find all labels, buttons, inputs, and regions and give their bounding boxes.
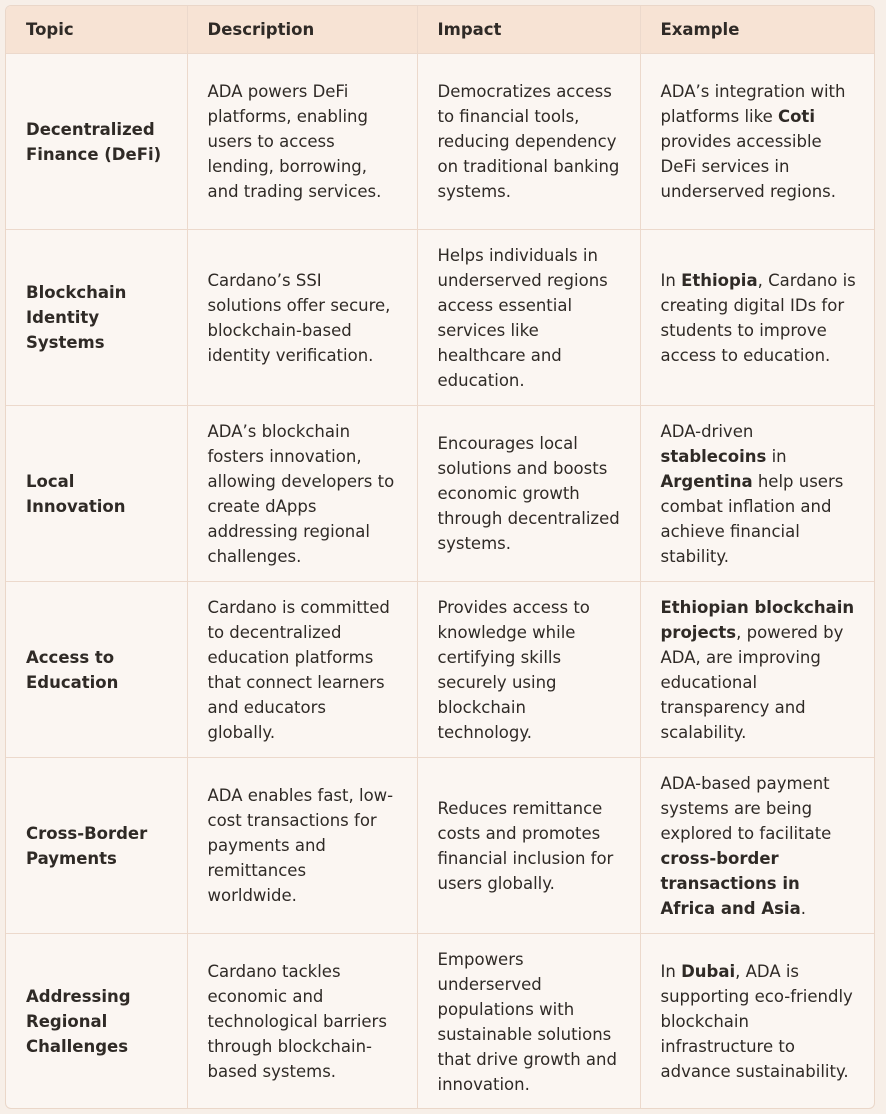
bold-text: Ethiopian blockchain projects	[660, 597, 855, 642]
cell-example	[640, 934, 874, 1110]
cell-topic: Local Innovation	[6, 406, 187, 582]
table-row	[6, 934, 874, 1110]
cell-description: ADA enables fast, low-cost transactions for payments and remittances worldwide.	[187, 758, 417, 934]
cell-impact: Empowers underserved populations with sustainable solutions that drive growth and innovation.	[417, 934, 640, 1110]
cell-description: Cardano’s SSI solutions offer secure, blockchain-based identity verification.	[187, 230, 417, 406]
cell-topic: Cross-Border Payments	[6, 758, 187, 934]
data-table	[6, 6, 874, 1109]
cell-impact: Encourages local solutions and boosts economic growth through decentralized systems.	[417, 406, 640, 582]
text-run: .	[800, 898, 806, 918]
cell-impact: Democratizes access to financial tools, reducing dependency on traditional banking systems.	[417, 54, 640, 230]
header-row	[6, 6, 874, 54]
table-row	[6, 582, 874, 758]
text-run: , ADA is supporting eco-friendly blockchain infrastructure to advance sustainability.	[660, 962, 853, 1082]
text-run: In	[660, 270, 682, 290]
header-impact: Impact	[417, 6, 640, 54]
text-run: provides accessible DeFi services in underserved regions.	[660, 132, 837, 201]
cell-impact: Provides access to knowledge while certifying skills securely using blockchain technology.	[417, 582, 640, 758]
cell-topic: Blockchain Identity Systems	[6, 230, 187, 406]
cell-example	[640, 582, 874, 758]
table-row	[6, 758, 874, 934]
header-topic: Topic	[6, 6, 187, 54]
cell-example	[640, 406, 874, 582]
bold-text: Coti	[777, 107, 815, 126]
header-description: Description	[187, 6, 417, 54]
cell-example	[640, 230, 874, 406]
text-run: ADA-based payment systems are being explored to facilitate	[660, 773, 832, 843]
table-body	[6, 54, 874, 1110]
cell-topic: Decentralized Finance (DeFi)	[6, 54, 187, 230]
cell-impact: Helps individuals in underserved regions access essential services like healthcare and education.	[417, 230, 640, 406]
bold-text: Ethiopia	[681, 270, 758, 290]
text-run: ADA-driven	[660, 421, 754, 441]
text-run: ADA’s integration with platforms like	[660, 82, 846, 126]
cell-topic: Access to Education	[6, 582, 187, 758]
cell-description: ADA powers DeFi platforms, enabling users to access lending, borrowing, and trading services.	[187, 54, 417, 230]
table-container	[5, 5, 875, 1109]
cell-example	[640, 54, 874, 230]
text-run: help users combat inflation and achieve financial stability.	[660, 471, 844, 566]
table-row	[6, 230, 874, 406]
table-row	[6, 406, 874, 582]
text-run: In	[660, 962, 682, 982]
text-run: in	[766, 446, 787, 466]
header-example: Example	[640, 6, 874, 54]
cell-example	[640, 758, 874, 934]
text-run: , Cardano is creating digital IDs for students to improve access to education.	[660, 270, 856, 365]
text-run: , powered by ADA, are improving educational transparency and scalability.	[660, 622, 844, 742]
cell-impact: Reduces remittance costs and promotes financial inclusion for users globally.	[417, 758, 640, 934]
table-header	[6, 6, 874, 54]
cell-description: ADA’s blockchain fosters innovation, allowing developers to create dApps addressing regional challenges.	[187, 406, 417, 582]
cell-description: Cardano tackles economic and technological barriers through blockchain-based systems.	[187, 934, 417, 1110]
bold-text: Dubai	[681, 962, 736, 982]
bold-text: cross-border transactions in Africa and Asia	[660, 848, 801, 918]
bold-text: stablecoins	[660, 446, 767, 466]
cell-description: Cardano is committed to decentralized education platforms that connect learners and educators globally.	[187, 582, 417, 758]
table-row	[6, 54, 874, 230]
cell-topic: Addressing Regional Challenges	[6, 934, 187, 1110]
bold-text: Argentina	[660, 471, 753, 491]
